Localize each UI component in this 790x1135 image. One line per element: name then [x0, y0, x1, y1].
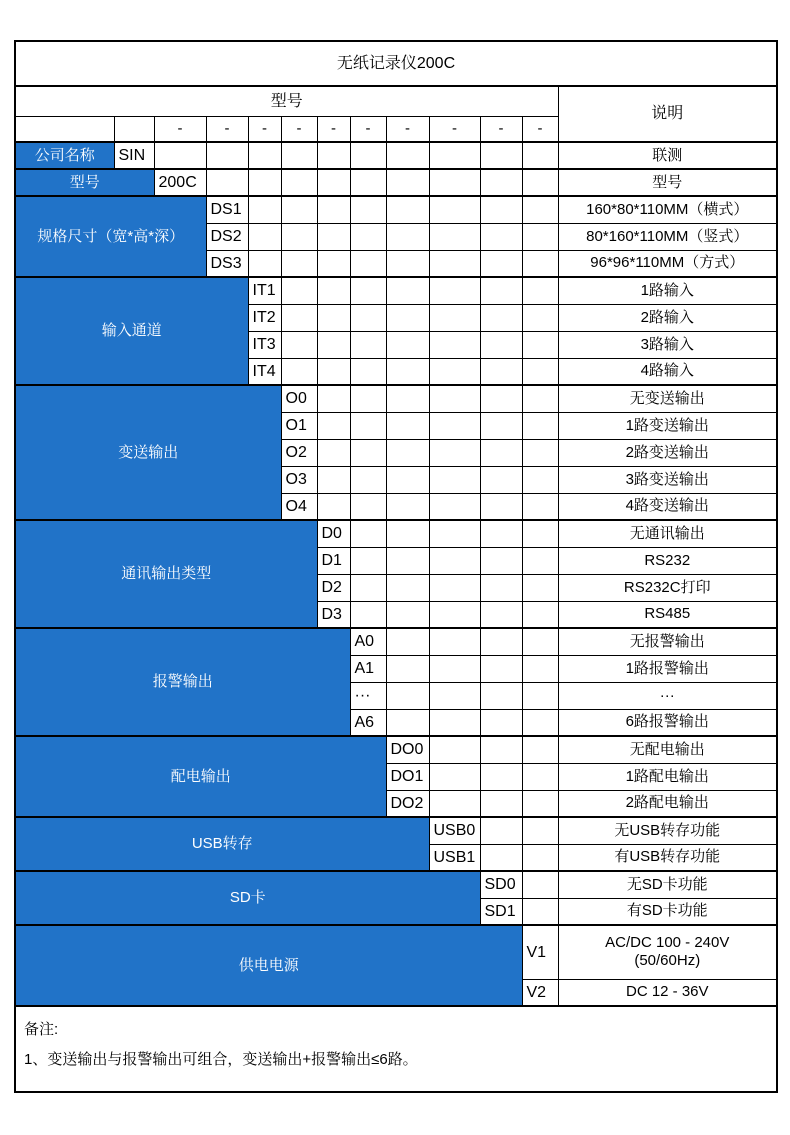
empty-cell [522, 844, 558, 871]
empty-cell [522, 736, 558, 763]
section-label-company: 公司名称 [15, 142, 114, 169]
spec-description-power [558, 925, 777, 979]
empty-cell [114, 116, 154, 142]
empty-cell [281, 169, 317, 196]
empty-cell [206, 142, 248, 169]
empty-cell [386, 412, 429, 439]
empty-cell [429, 736, 480, 763]
model-code: O0 [281, 385, 317, 412]
empty-cell [350, 439, 386, 466]
section-label-sd-card: SD卡 [15, 871, 480, 925]
spec-description: 4路变送输出 [558, 493, 777, 520]
empty-cell [480, 493, 522, 520]
empty-cell [429, 169, 480, 196]
empty-cell [386, 466, 429, 493]
empty-cell [480, 439, 522, 466]
empty-cell [480, 817, 522, 844]
model-code: O2 [281, 439, 317, 466]
section-label-alarm-output: 报警输出 [15, 628, 350, 736]
empty-cell [480, 223, 522, 250]
empty-cell [206, 169, 248, 196]
dash-separator: - [281, 116, 317, 142]
model-code: D1 [317, 547, 350, 574]
spec-description: 2路配电输出 [558, 790, 777, 817]
empty-cell [480, 466, 522, 493]
empty-cell [281, 196, 317, 223]
empty-cell [429, 331, 480, 358]
empty-cell [522, 277, 558, 304]
empty-cell [522, 142, 558, 169]
empty-cell [522, 250, 558, 277]
model-code: SD0 [480, 871, 522, 898]
empty-cell [350, 520, 386, 547]
model-code: D0 [317, 520, 350, 547]
empty-cell [281, 304, 317, 331]
empty-cell [522, 817, 558, 844]
empty-cell [522, 790, 558, 817]
empty-cell [281, 250, 317, 277]
empty-cell [386, 385, 429, 412]
empty-cell [350, 196, 386, 223]
model-code: A6 [350, 709, 386, 736]
section-label-usb-transfer: USB转存 [15, 817, 429, 871]
model-code: USB0 [429, 817, 480, 844]
empty-cell [386, 277, 429, 304]
model-code: DO2 [386, 790, 429, 817]
empty-cell [317, 169, 350, 196]
spec-description: 无报警输出 [558, 628, 777, 655]
empty-cell [317, 439, 350, 466]
empty-cell [522, 412, 558, 439]
spec-description: 1路配电输出 [558, 763, 777, 790]
spec-description: 无SD卡功能 [558, 871, 777, 898]
empty-cell [386, 142, 429, 169]
empty-cell [429, 142, 480, 169]
dash-separator: - [154, 116, 206, 142]
spec-description: 160*80*110MM（横式） [558, 196, 777, 223]
spec-description: 联测 [558, 142, 777, 169]
notes-heading: 备注: [24, 1021, 59, 1038]
section-label-distribution-output: 配电输出 [15, 736, 386, 817]
model-code: V1 [522, 925, 558, 979]
spec-description: 3路变送输出 [558, 466, 777, 493]
empty-cell [429, 439, 480, 466]
description-header: 说明 [558, 86, 777, 142]
empty-cell [281, 142, 317, 169]
model-code: IT1 [248, 277, 281, 304]
empty-cell [386, 250, 429, 277]
empty-cell [386, 628, 429, 655]
empty-cell [480, 844, 522, 871]
empty-cell [429, 709, 480, 736]
empty-cell [429, 412, 480, 439]
empty-cell [522, 169, 558, 196]
spec-description: 有SD卡功能 [558, 898, 777, 925]
empty-cell [522, 223, 558, 250]
section-label-dimensions: 规格尺寸（宽*高*深） [15, 196, 206, 277]
empty-cell [248, 250, 281, 277]
empty-cell [480, 628, 522, 655]
model-code: SIN [114, 142, 154, 169]
model-code: O1 [281, 412, 317, 439]
empty-cell [429, 493, 480, 520]
empty-cell [429, 682, 480, 709]
empty-cell [522, 628, 558, 655]
empty-cell [386, 196, 429, 223]
notes-cell [15, 1006, 777, 1092]
empty-cell [386, 439, 429, 466]
empty-cell [317, 493, 350, 520]
empty-cell [386, 574, 429, 601]
empty-cell [429, 655, 480, 682]
empty-cell [317, 196, 350, 223]
empty-cell [522, 898, 558, 925]
empty-cell [429, 790, 480, 817]
empty-cell [480, 250, 522, 277]
empty-cell [480, 655, 522, 682]
model-code: A1 [350, 655, 386, 682]
spec-description: RS485 [558, 601, 777, 628]
empty-cell [522, 763, 558, 790]
spec-description: RS232 [558, 547, 777, 574]
empty-cell [480, 709, 522, 736]
dash-separator: - [386, 116, 429, 142]
empty-cell [317, 412, 350, 439]
empty-cell [480, 358, 522, 385]
dash-separator: - [350, 116, 386, 142]
empty-cell [317, 385, 350, 412]
empty-cell [350, 304, 386, 331]
empty-cell [350, 358, 386, 385]
empty-cell [386, 601, 429, 628]
dash-separator: - [480, 116, 522, 142]
empty-cell [317, 304, 350, 331]
empty-cell [386, 655, 429, 682]
empty-cell [480, 412, 522, 439]
section-label-power-supply: 供电电源 [15, 925, 522, 1006]
empty-cell [429, 574, 480, 601]
model-code: DS3 [206, 250, 248, 277]
empty-cell [522, 304, 558, 331]
model-code: IT4 [248, 358, 281, 385]
empty-cell [480, 601, 522, 628]
empty-cell [429, 628, 480, 655]
empty-cell [429, 358, 480, 385]
model-code: DS2 [206, 223, 248, 250]
empty-cell [522, 601, 558, 628]
model-code: O3 [281, 466, 317, 493]
empty-cell [248, 142, 281, 169]
spec-description: 2路变送输出 [558, 439, 777, 466]
empty-cell [317, 358, 350, 385]
model-code: IT2 [248, 304, 281, 331]
spec-description: DC 12 - 36V [558, 979, 777, 1006]
power-spec-line1: AC/DC 100 - 240V [605, 934, 730, 952]
empty-cell [15, 116, 114, 142]
empty-cell [429, 601, 480, 628]
spec-description: 3路输入 [558, 331, 777, 358]
empty-cell [317, 223, 350, 250]
empty-cell [386, 358, 429, 385]
empty-cell [386, 169, 429, 196]
empty-cell [429, 763, 480, 790]
empty-cell [350, 385, 386, 412]
empty-cell [480, 277, 522, 304]
empty-cell [429, 223, 480, 250]
empty-cell [522, 709, 558, 736]
spec-description: 96*96*110MM（方式） [558, 250, 777, 277]
empty-cell [386, 304, 429, 331]
note-item: 1、变送输出与报警输出可组合，变送输出+报警输出≤6路。 [24, 1051, 418, 1068]
empty-cell [522, 358, 558, 385]
spec-description: 无配电输出 [558, 736, 777, 763]
empty-cell [522, 439, 558, 466]
model-header: 型号 [15, 86, 558, 116]
empty-cell [480, 790, 522, 817]
empty-cell [386, 709, 429, 736]
empty-cell [281, 223, 317, 250]
empty-cell [350, 547, 386, 574]
spec-description: 型号 [558, 169, 777, 196]
empty-cell [522, 466, 558, 493]
model-code: D3 [317, 601, 350, 628]
empty-cell [480, 385, 522, 412]
empty-cell [522, 682, 558, 709]
empty-cell [317, 142, 350, 169]
empty-cell [429, 277, 480, 304]
dash-separator: - [522, 116, 558, 142]
empty-cell [429, 547, 480, 574]
spec-description: 1路变送输出 [558, 412, 777, 439]
empty-cell [480, 763, 522, 790]
empty-cell [480, 169, 522, 196]
spec-description: 6路报警输出 [558, 709, 777, 736]
empty-cell [281, 331, 317, 358]
section-label-model: 型号 [15, 169, 154, 196]
spec-description: RS232C打印 [558, 574, 777, 601]
model-selection-table [14, 40, 778, 1093]
empty-cell [248, 169, 281, 196]
dash-separator: - [206, 116, 248, 142]
model-code: DO1 [386, 763, 429, 790]
empty-cell [522, 196, 558, 223]
model-code: V2 [522, 979, 558, 1006]
empty-cell [281, 277, 317, 304]
spec-description: 有USB转存功能 [558, 844, 777, 871]
empty-cell [522, 385, 558, 412]
dash-separator: - [248, 116, 281, 142]
empty-cell [350, 223, 386, 250]
empty-cell [386, 520, 429, 547]
section-label-transmit-output: 变送输出 [15, 385, 281, 520]
selection-table [14, 40, 778, 1093]
empty-cell [522, 574, 558, 601]
empty-cell [429, 250, 480, 277]
empty-cell [429, 196, 480, 223]
spec-description: 1路输入 [558, 277, 777, 304]
empty-cell [350, 466, 386, 493]
empty-cell [350, 277, 386, 304]
empty-cell [522, 493, 558, 520]
empty-cell [522, 331, 558, 358]
model-code: A0 [350, 628, 386, 655]
model-code: IT3 [248, 331, 281, 358]
model-code: DS1 [206, 196, 248, 223]
empty-cell [317, 250, 350, 277]
empty-cell [350, 574, 386, 601]
empty-cell [386, 331, 429, 358]
dash-separator: - [429, 116, 480, 142]
empty-cell [317, 331, 350, 358]
empty-cell [386, 493, 429, 520]
empty-cell [350, 493, 386, 520]
spec-description: 4路输入 [558, 358, 777, 385]
empty-cell [480, 547, 522, 574]
empty-cell [480, 736, 522, 763]
empty-cell [386, 223, 429, 250]
empty-cell [480, 574, 522, 601]
model-code: DO0 [386, 736, 429, 763]
power-spec-line2: (50/60Hz) [634, 952, 701, 970]
empty-cell [350, 250, 386, 277]
section-label-comm-output: 通讯输出类型 [15, 520, 317, 628]
empty-cell [480, 142, 522, 169]
model-code: O4 [281, 493, 317, 520]
model-code: 200C [154, 169, 206, 196]
empty-cell [350, 412, 386, 439]
empty-cell [522, 655, 558, 682]
empty-cell [317, 466, 350, 493]
empty-cell [522, 871, 558, 898]
empty-cell [248, 196, 281, 223]
spec-description: 1路报警输出 [558, 655, 777, 682]
empty-cell [522, 520, 558, 547]
empty-cell [429, 304, 480, 331]
empty-cell [154, 142, 206, 169]
empty-cell [480, 331, 522, 358]
empty-cell [350, 142, 386, 169]
spec-description: 无USB转存功能 [558, 817, 777, 844]
section-label-input-channels: 输入通道 [15, 277, 248, 385]
empty-cell [350, 601, 386, 628]
empty-cell [480, 520, 522, 547]
spec-description-ellipsis: ··· [558, 682, 777, 709]
empty-cell [386, 547, 429, 574]
spec-description: 2路输入 [558, 304, 777, 331]
empty-cell [281, 358, 317, 385]
model-code-ellipsis: ··· [350, 682, 386, 709]
model-code: USB1 [429, 844, 480, 871]
empty-cell [480, 682, 522, 709]
dash-separator: - [317, 116, 350, 142]
model-code: D2 [317, 574, 350, 601]
spec-description: 80*160*110MM（竖式） [558, 223, 777, 250]
empty-cell [522, 547, 558, 574]
spec-description: 无通讯输出 [558, 520, 777, 547]
empty-cell [248, 223, 281, 250]
empty-cell [386, 682, 429, 709]
spec-description: 无变送输出 [558, 385, 777, 412]
empty-cell [350, 331, 386, 358]
empty-cell [429, 385, 480, 412]
empty-cell [350, 169, 386, 196]
empty-cell [317, 277, 350, 304]
empty-cell [480, 304, 522, 331]
empty-cell [429, 520, 480, 547]
table-title: 无纸记录仪200C [15, 41, 777, 86]
empty-cell [480, 196, 522, 223]
empty-cell [429, 466, 480, 493]
model-code: SD1 [480, 898, 522, 925]
